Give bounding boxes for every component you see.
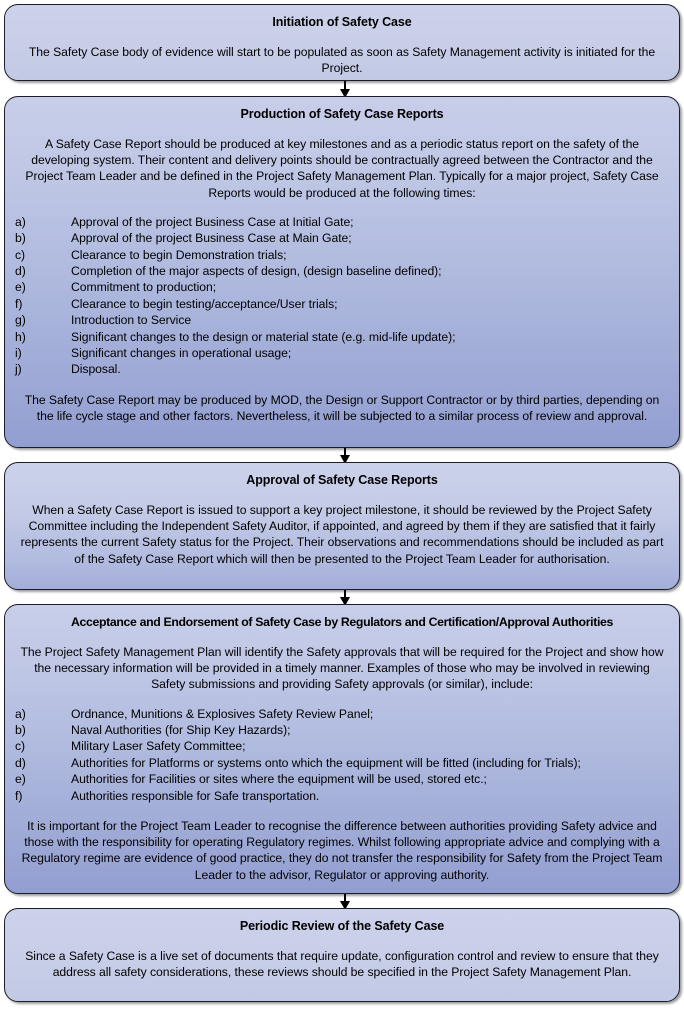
list-item [14,788,670,804]
list-text: Authorities responsible for Safe transportation. [71,788,320,803]
list-text: Approval of the project Business Case at Initial Gate; [71,214,354,229]
list-item [14,279,670,295]
list-text: Naval Authorities (for Ship Key Hazards); [71,723,291,738]
node-closing-production: The Safety Case Report may be produced by MOD, the Design or Support Contractor or by third parties, depending on the life cycle stage and other factors. Nevertheless, it will be subjected to a similar process of review and approval. [24,392,660,424]
node-title-acceptance: Acceptance and Endorsement of Safety Case by Regulators and Certification/Approval Authorities [71,615,613,629]
list-text: Authorities for Facilities or sites where the equipment will be used, stored etc.; [71,772,487,787]
list-marker: d) [15,264,26,279]
list-text: Significant changes to the design or material state (e.g. mid-life update); [71,329,456,344]
list-item [14,722,670,738]
flow-node-periodic-review[interactable] [4,908,680,1002]
list-marker: f) [15,296,23,311]
list-text: Ordnance, Munitions & Explosives Safety Review Panel; [71,706,374,721]
node-title-initiation: Initiation of Safety Case [272,15,412,29]
node-title-periodic-review: Periodic Review of the Safety Case [239,919,445,933]
list-marker: f) [15,788,23,803]
node-body-periodic-review: Since a Safety Case is a live set of documents that require update, configuration control and review to ensure that they address all safety considerations, these reviews should be specified in the Project Safety Management Plan. [25,949,659,980]
list-item [14,230,670,246]
node-body-production: A Safety Case Report should be produced at key milestones and as a periodic status report on the safety of the developing system. Their content and delivery points should be contractually agreed between the Contractor and the Project Team Leader and be defined in the Project Safety Management Plan. Typically for a major project, Safety Case Reports would be produced at the following times: [25,137,659,200]
list-text: Disposal. [71,362,121,377]
list-marker: a) [15,214,26,229]
list-item [14,771,670,787]
list-item [14,247,670,263]
list-text: Clearance to begin testing/acceptance/User trials; [71,296,338,311]
flow-node-production[interactable] [4,96,680,448]
list-item [14,738,670,754]
list-marker: g) [15,313,26,328]
list-marker: i) [15,346,22,361]
list-marker: h) [15,329,26,344]
list-marker: e) [15,772,26,787]
list-marker: j) [15,362,22,377]
list-marker: c) [15,739,26,754]
list-item [14,329,670,345]
list-text: Commitment to production; [71,280,217,295]
list-marker: b) [15,723,26,738]
list-marker: a) [15,706,26,721]
node-body-approval: When a Safety Case Report is issued to support a key project milestone, it should be reviewed by the Project Safety Committee including the Independent Safety Auditor, if appointed, and agreed by them if they are satisfied that it fairly represents the current Safety status for the Project. Their observations and recommendations should be included as part of the Safety Case Report which will then be presented to the Project Team Leader for authorisation. [20,503,664,566]
list-marker: e) [15,280,26,295]
list-marker: c) [15,247,26,262]
list-marker: d) [15,755,26,770]
list-item [14,214,670,230]
flow-node-acceptance[interactable] [4,604,680,894]
node-title-approval: Approval of Safety Case Reports [246,473,438,487]
node-list-acceptance [14,706,670,804]
list-text: Clearance to begin Demonstration trials; [71,247,287,262]
list-item [14,755,670,771]
list-marker: b) [15,231,26,246]
list-item [14,706,670,722]
node-title-production: Production of Safety Case Reports [240,107,444,121]
node-list-production [14,214,670,378]
flow-node-initiation[interactable] [4,4,680,81]
list-item [14,361,670,377]
list-item [14,263,670,279]
node-closing-acceptance: It is important for the Project Team Leader to recognise the difference between authorities providing Safety advice and those with the responsibility for operating Regulatory regimes. Whilst following appropriate advice and complying with a Regulatory regime are evidence of good practice, they do not transfer the responsibility for Safety from the Project Team Leader to the advisor, Regulator or approving authority. [21,819,663,882]
flow-node-approval[interactable] [4,462,680,590]
list-item [14,345,670,361]
list-item [14,312,670,328]
list-text: Approval of the project Business Case at Main Gate; [71,231,352,246]
list-text: Completion of the major aspects of design, (design baseline defined); [71,264,442,279]
node-body-acceptance: The Project Safety Management Plan will identify the Safety approvals that will be required for the Project and show how the necessary information will be provided in a timely manner. Examples of those who may be involved in reviewing Safety submissions and providing Safety approvals (or similar), include: [20,645,664,692]
list-item [14,296,670,312]
node-body-initiation: The Safety Case body of evidence will start to be populated as soon as Safety Management activity is initiated for the Project. [28,45,656,76]
list-text: Authorities for Platforms or systems onto which the equipment will be fitted (including for Trials); [71,755,581,770]
list-text: Military Laser Safety Committee; [71,739,246,754]
list-text: Significant changes in operational usage; [71,346,292,361]
list-text: Introduction to Service [71,313,192,328]
